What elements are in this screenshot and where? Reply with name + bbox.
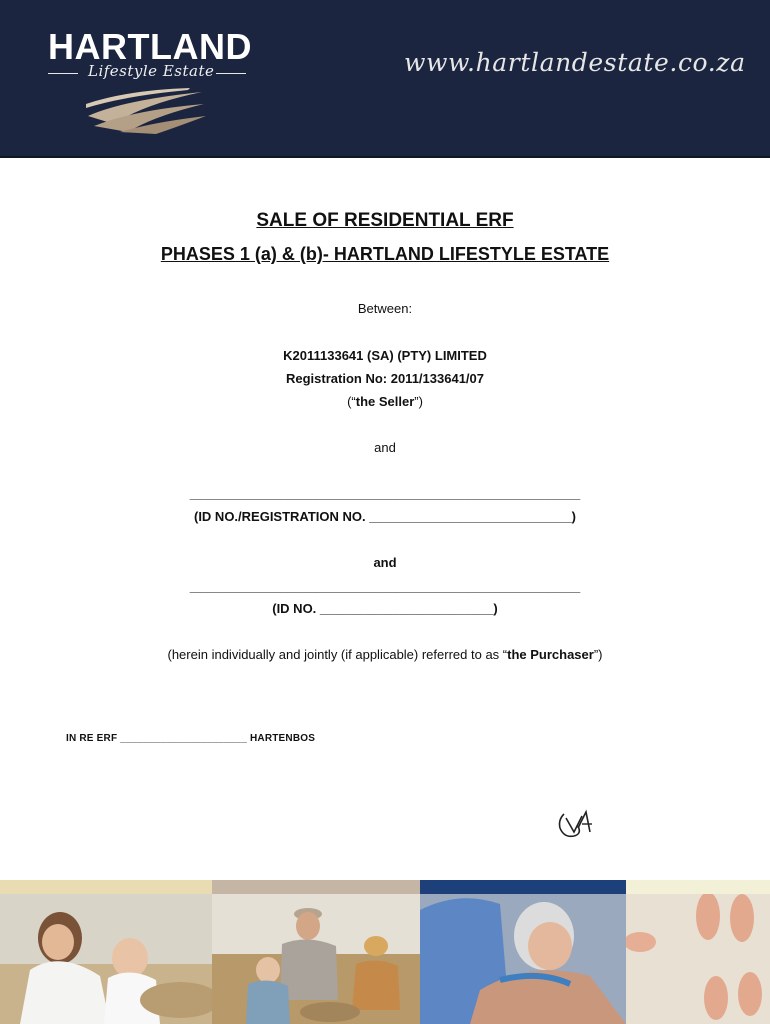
photo-cap-taupe <box>212 880 420 894</box>
seller-registration: Registration No: 2011/133641/07 <box>286 371 484 386</box>
purchaser-2-name-blank[interactable]: ______________________________________________________ <box>189 579 581 594</box>
erf-suffix: HARTENBOS <box>249 733 316 744</box>
between-label: Between: <box>357 301 413 316</box>
seller-name: K2011133641 (SA) (PTY) LIMITED <box>283 348 487 363</box>
seller-label-open: (“ <box>347 394 356 409</box>
photo-grandfather-children <box>212 880 420 1024</box>
photo-cap-sand <box>0 880 212 894</box>
logo-tagline: Lifestyle Estate <box>88 62 215 80</box>
document-subtitle: PHASES 1 (a) & (b)- HARTLAND LIFESTYLE ESTATE <box>160 244 610 264</box>
logo-rule-left <box>48 73 78 74</box>
beach-family-image-icon <box>0 880 212 1024</box>
purchaser-text: (herein individually and jointly (if applicable) referred to as “ <box>167 647 508 662</box>
hartland-logo <box>44 26 254 138</box>
feet-in-sand-image-icon <box>626 880 770 1024</box>
and-separator-1: and <box>374 440 396 455</box>
erf-number-blank[interactable]: ______________________ <box>120 733 247 744</box>
logo-rule-right <box>216 73 246 74</box>
photo-elderly-couple <box>420 880 626 1024</box>
fields-logo-icon <box>84 86 208 134</box>
header-banner <box>0 0 770 158</box>
elderly-couple-image-icon <box>420 880 626 1024</box>
erf-reference <box>66 733 315 744</box>
purchaser-label: the Purchaser <box>507 647 594 662</box>
photo-cap-cream <box>626 880 770 894</box>
logo-wordmark: HARTLAND <box>48 26 252 67</box>
lifestyle-photo-strip <box>0 880 770 1024</box>
purchaser-1-name-blank[interactable]: ______________________________________________________ <box>189 486 581 501</box>
photo-mother-and-baby <box>0 880 212 1024</box>
purchaser-definition <box>0 647 770 662</box>
erf-prefix: IN RE ERF <box>66 733 118 744</box>
photo-feet-in-sand <box>626 880 770 1024</box>
website-url: www.hartlandestate.co.za <box>404 48 746 77</box>
handwritten-initials-signature <box>556 806 596 844</box>
photo-cap-navy <box>420 880 626 894</box>
purchaser-1-id-blank[interactable]: (ID NO./REGISTRATION NO. ____________________________) <box>193 509 577 524</box>
and-separator-2: and <box>373 555 397 570</box>
purchaser-2-id-blank[interactable]: (ID NO. ________________________) <box>272 601 498 616</box>
seller-label-text: the Seller <box>355 394 415 409</box>
seller-label <box>0 394 770 409</box>
seller-label-close: ”) <box>414 394 423 409</box>
document-title: SALE OF RESIDENTIAL ERF <box>256 210 514 231</box>
sandcastle-family-image-icon <box>212 880 420 1024</box>
purchaser-close: ”) <box>593 647 603 662</box>
